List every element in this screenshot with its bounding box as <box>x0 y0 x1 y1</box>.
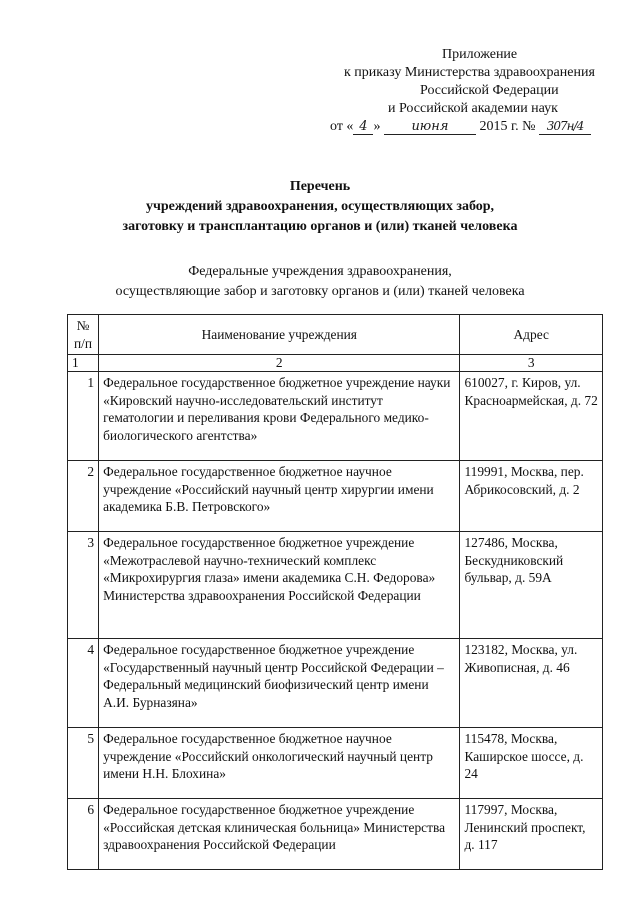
row-number: 2 <box>68 461 99 532</box>
row-number: 1 <box>68 372 99 461</box>
appendix-line-4: и Российской академии наук <box>388 101 558 116</box>
header-name: Наименование учреждения <box>99 315 460 355</box>
institution-name: Федеральное государственное бюджетное учреждение «Российская детская клиническая больница» Министерства здравоохранения Российской Федерации <box>99 799 460 870</box>
institutions-table <box>67 314 603 870</box>
institution-address: 119991, Москва, пер. Абрикосовский, д. 2 <box>460 461 603 532</box>
title-line-2: учреждений здравоохранения, осуществляющих забор, <box>145 199 495 214</box>
institution-address: 123182, Москва, ул. Живописная, д. 46 <box>460 639 603 728</box>
document-title <box>0 177 640 237</box>
appendix-header <box>330 46 630 136</box>
institution-address: 610027, г. Киров, ул. Красноармейская, д. 72 <box>460 372 603 461</box>
row-number: 3 <box>68 532 99 639</box>
institution-address: 127486, Москва, Бескудниковский бульвар, д. 59А <box>460 532 603 639</box>
date-prefix: от « <box>330 119 354 134</box>
table-row <box>68 639 603 728</box>
institution-name: Федеральное государственное бюджетное учреждение «Государственный научный центр Российской Федерации – Федеральный медицинский биофизический центр имени А.И. Бурназяна» <box>99 639 460 728</box>
appendix-line-2: к приказу Министерства здравоохранения <box>344 65 595 80</box>
date-mid: » <box>373 119 381 134</box>
handwritten-month: июня <box>384 119 476 135</box>
institution-name: Федеральное государственное бюджетное учреждение «Межотраслевой научно-технический комплекс «Микрохирургия глаза» имени академика С.Н. Федорова» Министерства здравоохранения Российской Федерации <box>99 532 460 639</box>
index-cell: 2 <box>99 355 460 372</box>
institution-address: 115478, Москва, Каширское шоссе, д. 24 <box>460 728 603 799</box>
table-row <box>68 372 603 461</box>
index-cell: 1 <box>68 355 99 372</box>
index-cell: 3 <box>460 355 603 372</box>
table-row <box>68 532 603 639</box>
handwritten-day: 4 <box>353 119 373 135</box>
date-year: 2015 г. № <box>479 119 536 134</box>
institution-name: Федеральное государственное бюджетное научное учреждение «Российский онкологический научный центр имени Н.Н. Блохина» <box>99 728 460 799</box>
title-line-3: заготовку и трансплантацию органов и (или) тканей человека <box>122 219 518 234</box>
table-header-row <box>68 315 603 355</box>
column-index-row <box>68 355 603 372</box>
header-num: № п/п <box>68 315 99 355</box>
appendix-line-3: Российской Федерации <box>420 83 559 98</box>
section-heading <box>0 262 640 302</box>
row-number: 6 <box>68 799 99 870</box>
row-number: 4 <box>68 639 99 728</box>
title-line-1: Перечень <box>289 179 351 194</box>
order-date-line <box>330 118 630 136</box>
section-line-2: осуществляющие забор и заготовку органов и (или) тканей человека <box>115 284 525 299</box>
row-number: 5 <box>68 728 99 799</box>
header-address: Адрес <box>460 315 603 355</box>
handwritten-order-number: 307н/4 <box>539 119 591 135</box>
institution-name: Федеральное государственное бюджетное научное учреждение «Российский научный центр хирургии имени академика Б.В. Петровского» <box>99 461 460 532</box>
appendix-line-1: Приложение <box>442 47 518 62</box>
table-row <box>68 728 603 799</box>
institution-name: Федеральное государственное бюджетное учреждение науки «Кировский научно-исследовательский институт гематологии и переливания крови Федерального медико-биологического агентства» <box>99 372 460 461</box>
table-row <box>68 461 603 532</box>
institution-address: 117997, Москва, Ленинский проспект, д. 117 <box>460 799 603 870</box>
section-line-1: Федеральные учреждения здравоохранения, <box>188 264 452 279</box>
table-row <box>68 799 603 870</box>
